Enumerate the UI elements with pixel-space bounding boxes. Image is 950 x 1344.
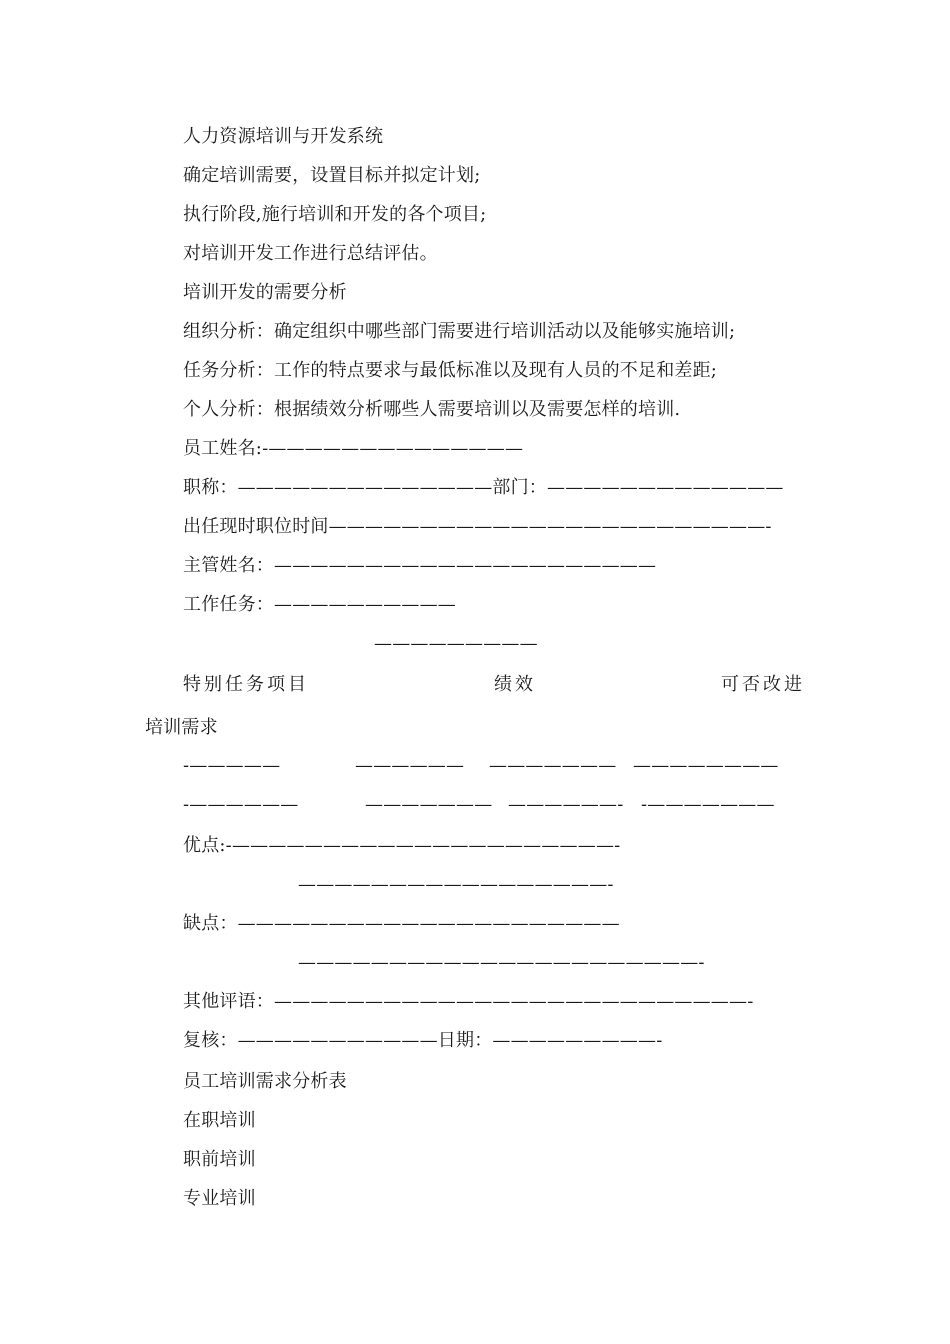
- analysis-heading: 培训开发的需要分析: [183, 282, 347, 303]
- step-item: 对培训开发工作进行总结评估。: [183, 243, 438, 264]
- table-cell: ——————: [355, 755, 465, 776]
- table-cell: ———————: [489, 755, 617, 776]
- time-in-position-field: 出任现时职位时间————————————————————————-: [183, 516, 772, 537]
- table-header-improvable: 可否改进: [721, 674, 805, 695]
- other-comments-field: 其他评语：——————————————————————————-: [183, 991, 754, 1012]
- work-tasks-field: 工作任务：——————————: [183, 594, 456, 615]
- table-cell: ————————: [633, 755, 779, 776]
- strengths-field: 优点:-—————————————————————-: [183, 835, 621, 856]
- title-department-field: 职称：——————————————部门：—————————————: [183, 477, 784, 498]
- review-date-field: 复核：———————————日期：—————————-: [183, 1030, 663, 1051]
- table-cell: ———————: [365, 794, 493, 815]
- strengths-continuation: —————————————————-: [298, 874, 614, 895]
- employee-name-field: 员工姓名:-——————————————: [183, 438, 524, 459]
- training-type-item: 职前培训: [183, 1149, 256, 1170]
- table-header-task: 特别任务项目: [183, 674, 309, 695]
- table-cell: -——————: [183, 794, 299, 815]
- work-tasks-continuation: —————————: [374, 633, 538, 654]
- document-title: 人力资源培训与开发系统: [183, 126, 384, 147]
- table-cell: -———————: [641, 794, 775, 815]
- table-header-training-needs: 培训需求: [145, 717, 218, 738]
- analysis-item: 组织分析：确定组织中哪些部门需要进行培训活动以及能够实施培训;: [183, 321, 736, 342]
- weaknesses-field: 缺点：—————————————————————: [183, 913, 620, 934]
- supervisor-name-field: 主管姓名：—————————————————————: [183, 555, 657, 576]
- training-type-item: 专业培训: [183, 1188, 256, 1209]
- table-cell: -—————: [183, 755, 281, 776]
- weaknesses-continuation: ——————————————————————-: [298, 952, 705, 973]
- table-header-performance: 绩效: [494, 674, 536, 695]
- table-cell: ——————-: [508, 794, 624, 815]
- step-item: 确定培训需要，设置目标并拟定计划;: [183, 165, 481, 186]
- analysis-item: 任务分析：工作的特点要求与最低标准以及现有人员的不足和差距;: [183, 360, 718, 381]
- step-item: 执行阶段,施行培训和开发的各个项目;: [183, 204, 487, 225]
- training-type-item: 在职培训: [183, 1110, 256, 1131]
- needs-table-title: 员工培训需求分析表: [183, 1071, 347, 1092]
- analysis-item: 个人分析：根据绩效分析哪些人需要培训以及需要怎样的培训.: [183, 399, 681, 420]
